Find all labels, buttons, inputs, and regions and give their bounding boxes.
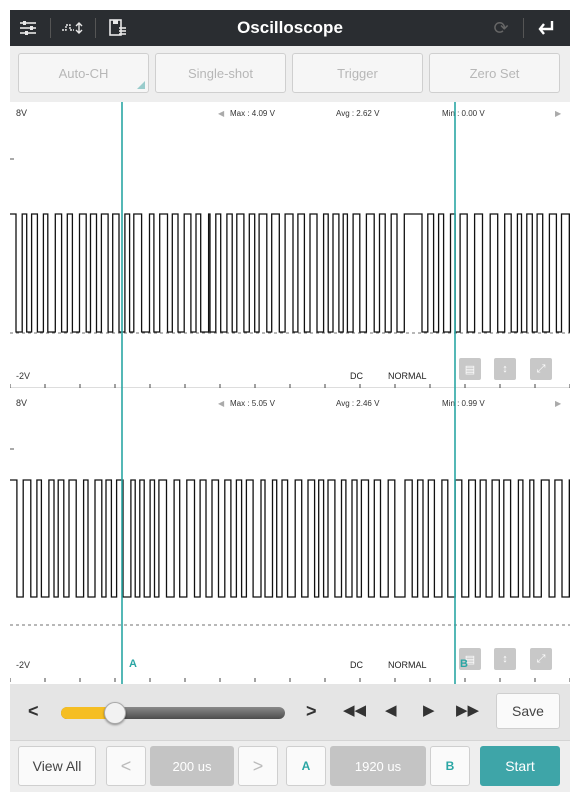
ch1-coupling: DC bbox=[350, 371, 363, 381]
cursor-a-button[interactable] bbox=[286, 746, 326, 786]
fast-rewind-icon[interactable]: ◀◀ bbox=[343, 702, 367, 719]
settings-sliders-icon[interactable] bbox=[10, 10, 46, 46]
ch2-coupling: DC bbox=[350, 660, 363, 670]
step-back-icon[interactable]: ◀ bbox=[385, 702, 397, 719]
title-bar-actions bbox=[483, 10, 564, 46]
single-shot-button[interactable] bbox=[155, 53, 286, 93]
cursor-b-button[interactable] bbox=[430, 746, 470, 786]
dropdown-corner-icon bbox=[137, 81, 145, 89]
fullscreen-icon[interactable]: ⤢ bbox=[530, 358, 552, 380]
refresh-icon[interactable]: ⟳ bbox=[493, 17, 509, 38]
toolbar bbox=[10, 46, 570, 102]
cursor-a-tag[interactable]: A bbox=[129, 658, 137, 670]
ch2-avg: Avg : 2.46 V bbox=[336, 399, 380, 408]
scale-icon[interactable]: ▤ bbox=[459, 648, 481, 670]
timebase-prev-button[interactable] bbox=[106, 746, 146, 786]
waveform-trace bbox=[10, 214, 570, 332]
scroll-left-icon[interactable]: ◀ bbox=[218, 109, 225, 118]
window-title: Oscilloscope bbox=[237, 18, 343, 37]
time-ticks bbox=[10, 384, 570, 388]
ch1-avg: Avg : 2.62 V bbox=[336, 109, 380, 118]
ch2-max: Max : 5.05 V bbox=[230, 399, 275, 408]
cursor-b-tag[interactable]: B bbox=[460, 658, 468, 670]
ch1-top-label: 8V bbox=[16, 108, 28, 118]
fast-forward-icon[interactable]: ▶▶ bbox=[456, 702, 480, 719]
trigger-button[interactable] bbox=[292, 53, 423, 93]
start-button[interactable]: Start bbox=[480, 746, 560, 786]
ch1-min: Min : 0.00 V bbox=[442, 109, 485, 118]
view-all-button[interactable]: View All bbox=[18, 746, 96, 786]
slider-prev-button[interactable]: < bbox=[28, 701, 39, 721]
zero-set-label: Zero Set bbox=[469, 65, 520, 81]
time-ticks bbox=[10, 678, 570, 682]
channel-2-waveform bbox=[10, 392, 570, 682]
chevron-left-icon: < bbox=[120, 755, 132, 776]
fullscreen-icon[interactable]: ⤢ bbox=[530, 648, 552, 670]
trigger-label: Trigger bbox=[337, 65, 378, 81]
scale-icon[interactable]: ▤ bbox=[459, 358, 481, 380]
ch1-mode: NORMAL bbox=[388, 371, 427, 381]
step-forward-icon[interactable]: ▶ bbox=[423, 702, 435, 719]
waveform-adjust-icon[interactable] bbox=[55, 10, 91, 46]
scroll-right-icon[interactable]: ▶ bbox=[555, 399, 562, 408]
chevron-right-icon: > bbox=[252, 755, 264, 776]
zero-set-button[interactable] bbox=[429, 53, 560, 93]
auto-ch-label: Auto-CH bbox=[58, 65, 109, 81]
slider-handle[interactable] bbox=[104, 702, 126, 724]
save-file-icon[interactable] bbox=[100, 10, 136, 46]
cursor-delta-value: 1920 us bbox=[330, 746, 426, 786]
ch2-bottom-label: -2V bbox=[16, 660, 31, 670]
save-button[interactable]: Save bbox=[496, 693, 560, 729]
title-bar bbox=[10, 10, 570, 46]
cursor-a-label: A bbox=[301, 759, 311, 773]
single-shot-label: Single-shot bbox=[187, 65, 254, 81]
ch1-max: Max : 4.09 V bbox=[230, 109, 275, 118]
ch2-min: Min : 0.99 V bbox=[442, 399, 485, 408]
divider bbox=[50, 18, 51, 38]
slider-next-button[interactable]: > bbox=[306, 701, 317, 721]
channel-2-panel[interactable] bbox=[10, 392, 570, 682]
vertical-move-icon[interactable]: ↕ bbox=[494, 358, 516, 380]
timebase-next-button[interactable] bbox=[238, 746, 278, 786]
scroll-left-icon[interactable]: ◀ bbox=[218, 399, 225, 408]
ch2-top-label: 8V bbox=[16, 398, 28, 408]
timebase-value: 200 us bbox=[150, 746, 234, 786]
cursor-b-label: B bbox=[445, 759, 455, 773]
divider bbox=[523, 18, 524, 38]
scroll-right-icon[interactable]: ▶ bbox=[555, 109, 562, 118]
channel-1-waveform bbox=[10, 102, 570, 388]
auto-ch-button[interactable] bbox=[18, 53, 149, 93]
waveform-trace bbox=[10, 480, 570, 597]
vertical-move-icon[interactable]: ↕ bbox=[494, 648, 516, 670]
divider bbox=[95, 18, 96, 38]
time-navigation-bar bbox=[10, 684, 570, 740]
time-slider[interactable] bbox=[61, 707, 285, 719]
ch2-mode: NORMAL bbox=[388, 660, 427, 670]
bottom-bar bbox=[10, 740, 570, 792]
back-return-icon[interactable] bbox=[528, 10, 564, 46]
channel-1-panel[interactable] bbox=[10, 102, 570, 388]
ch1-bottom-label: -2V bbox=[16, 371, 31, 381]
